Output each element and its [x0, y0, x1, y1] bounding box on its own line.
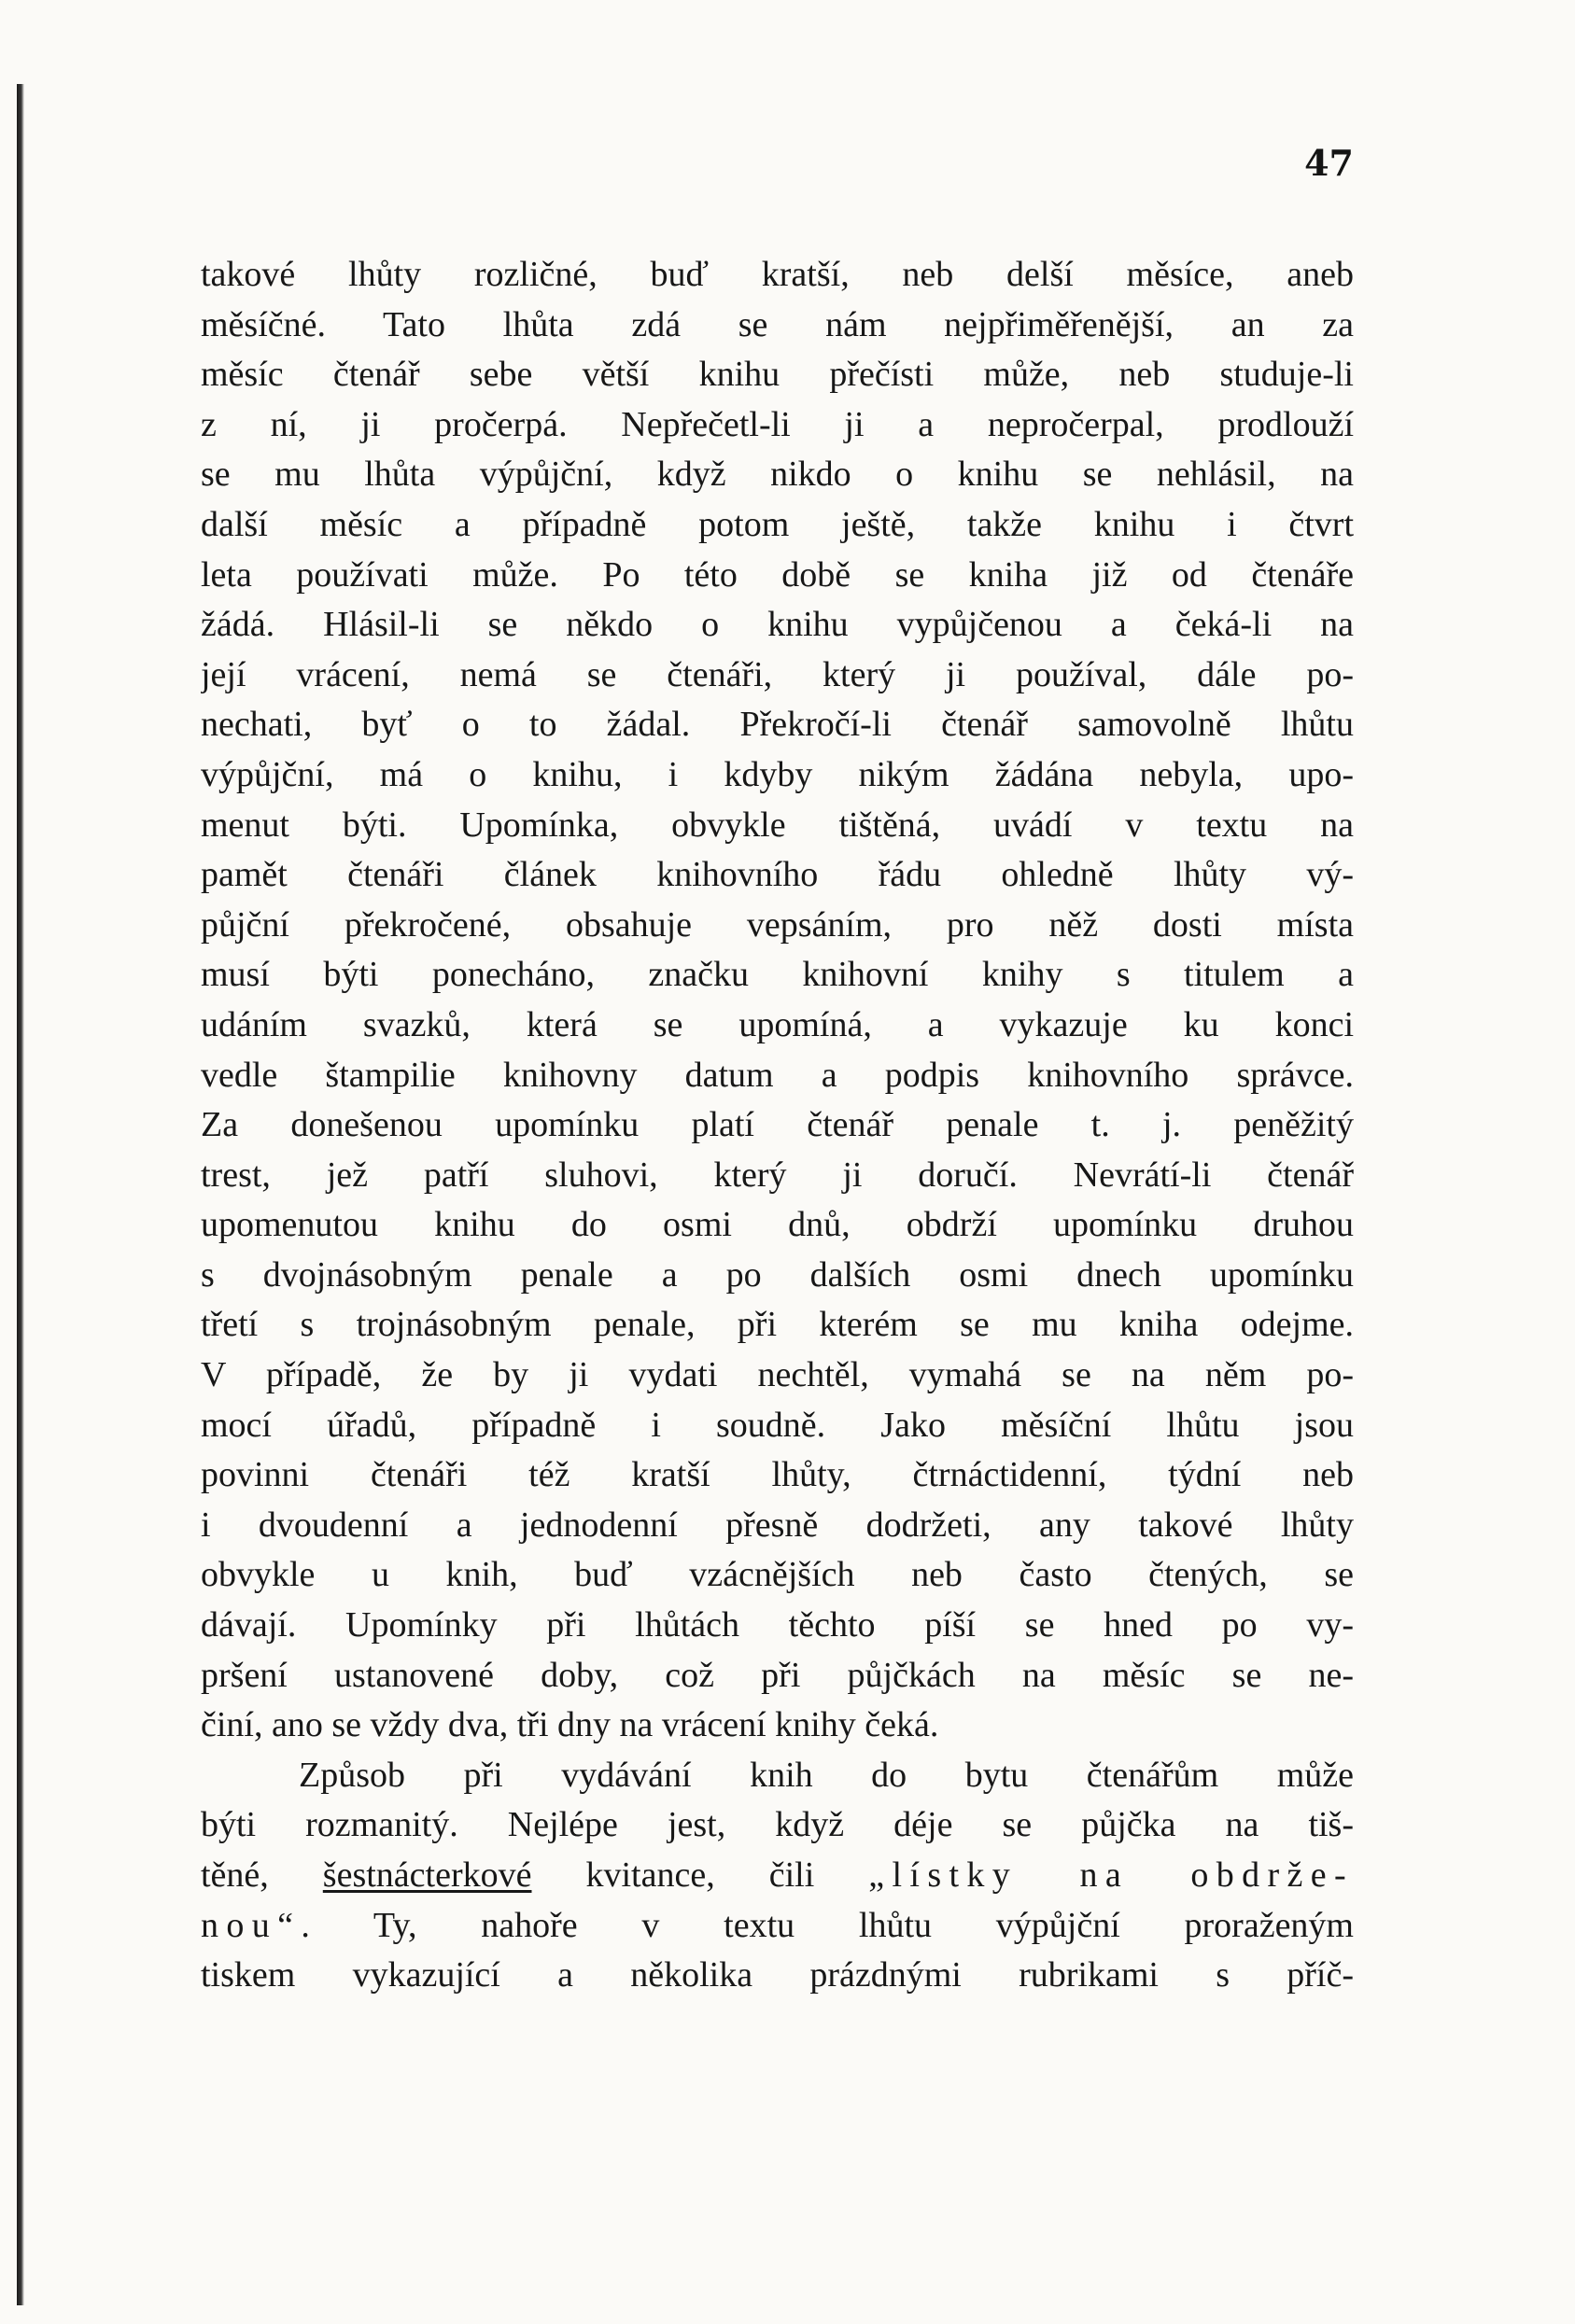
body-text	[201, 250, 1354, 2001]
text-line: další měsíc a případně potom ještě, takže knihu i čtvrt	[201, 504, 1354, 544]
text-line: obvykle u knih, buď vzácnějších neb často čtených, se	[201, 1555, 1354, 1595]
text-line-mixed	[201, 1901, 1354, 1952]
text-line: V případě, že by ji vydati nechtěl, vymahá se na něm po-	[201, 1355, 1354, 1395]
text-line: takové lhůty rozličné, buď kratší, neb delší měsíce, aneb	[201, 255, 1354, 294]
text-run: těné,	[201, 1855, 323, 1895]
text-line: třetí s trojnásobným penale, při kterém se mu kniha odejme.	[201, 1305, 1354, 1345]
spaced-emphasis: nou“	[201, 1905, 302, 1945]
text-line: žádá. Hlásil-li se někdo o knihu vypůjčenou a čeká-li na	[201, 605, 1354, 645]
text-line: z ní, ji pročerpá. Nepřečetl-li ji a nepročerpal, prodlouží	[201, 404, 1354, 444]
text-line: se mu lhůta výpůjční, když nikdo o knihu se nehlásil, na	[201, 455, 1354, 495]
text-line: leta používati může. Po této době se kniha již od čtenáře	[201, 554, 1354, 595]
text-line: měsíc čtenář sebe větší knihu přečísti může, neb studuje-li	[201, 355, 1354, 395]
text-line: menut býti. Upomínka, obvykle tištěná, uvádí v textu na	[201, 805, 1354, 845]
text-line: musí býti ponecháno, značku knihovní knihy s titulem a	[201, 955, 1354, 995]
binding-edge	[17, 84, 24, 2305]
paragraph-first-line: Způsob při vydávání knih do bytu čtenářům může	[299, 1755, 1354, 1795]
text-line: pršení ustanovené doby, což při půjčkách na měsíc se ne-	[201, 1655, 1354, 1695]
text-line: trest, jež patří sluhovi, který ji doručí. Nevrátí-li čtenář	[201, 1155, 1354, 1195]
text-line: dávají. Upomínky při lhůtách těchto píší se hned po vy-	[201, 1605, 1354, 1645]
text-line: povinni čtenáři též kratší lhůty, čtrnáctidenní, týdní neb	[201, 1455, 1354, 1495]
text-line: činí, ano se vždy dva, tři dny na vrácení knihy čeká.	[201, 1705, 939, 1745]
page-number: 47	[1304, 142, 1354, 184]
text-line: měsíčné. Tato lhůta zdá se nám nejpřiměřenější, an za	[201, 304, 1354, 344]
text-line: její vrácení, nemá se čtenáři, který ji používal, dále po-	[201, 654, 1354, 694]
text-line: Za donešenou upomínku platí čtenář penale t. j. peněžitý	[201, 1105, 1354, 1145]
underlined-word: šestnácterkové	[322, 1855, 532, 1895]
text-line: pamět čtenáři článek knihovního řádu ohledně lhůty vý-	[201, 855, 1354, 895]
text-line: půjční překročené, obsahuje vepsáním, pro něž dosti místa	[201, 904, 1354, 945]
text-run: kvitance, čili	[531, 1855, 869, 1895]
text-line: udáním svazků, která se upomíná, a vykazuje ku konci	[201, 1004, 1354, 1044]
text-line: výpůjční, má o knihu, i kdyby nikým žádána nebyla, upo-	[201, 754, 1354, 794]
text-run: . Ty, nahoře v textu lhůtu výpůjční proraženým	[301, 1905, 1354, 1945]
text-line: i dvoudenní a jednodenní přesně dodržeti, any takové lhůty	[201, 1505, 1354, 1545]
spaced-emphasis: „lístky na obdrže-	[868, 1855, 1354, 1895]
text-line: upomenutou knihu do osmi dnů, obdrží upomínku druhou	[201, 1205, 1354, 1245]
text-line: vedle štampilie knihovny datum a podpis knihovního správce.	[201, 1055, 1354, 1095]
text-line: tiskem vykazující a několika prázdnými rubrikami s příč-	[201, 1955, 1354, 1995]
text-line: mocí úřadů, případně i soudně. Jako měsíční lhůtu jsou	[201, 1405, 1354, 1445]
text-line: nechati, byť o to žádal. Překročí-li čtenář samovolně lhůtu	[201, 705, 1354, 745]
text-line-mixed	[201, 1851, 1354, 1901]
text-line: s dvojnásobným penale a po dalších osmi dnech upomínku	[201, 1254, 1354, 1295]
text-line: býti rozmanitý. Nejlépe jest, když déje se půjčka na tiš-	[201, 1805, 1354, 1845]
